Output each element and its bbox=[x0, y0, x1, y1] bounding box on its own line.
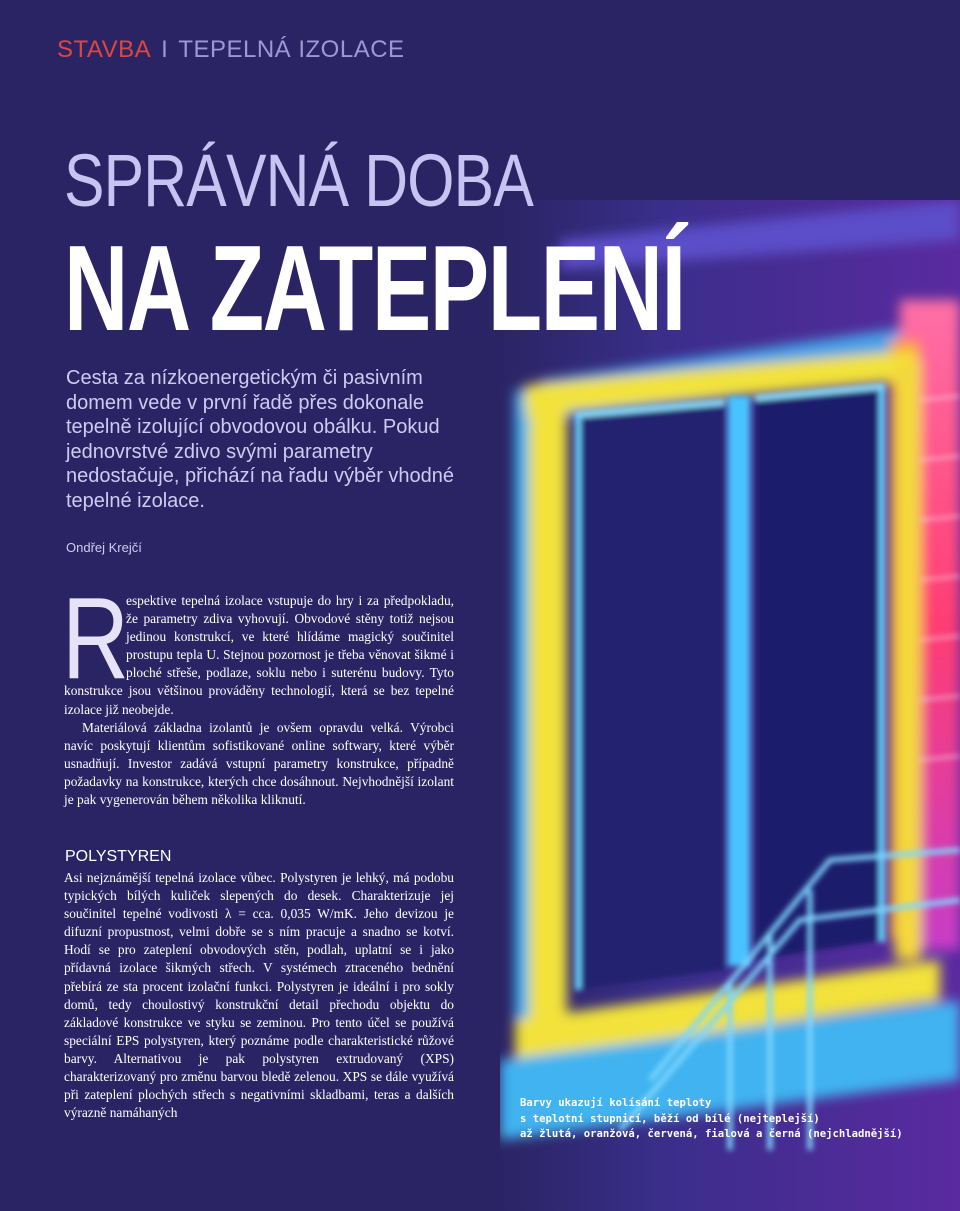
caption-line-1: Barvy ukazují kolísání teploty bbox=[520, 1097, 712, 1109]
polystyren-body bbox=[64, 869, 454, 1122]
caption-line-3: až žlutá, oranžová, červená, fialová a černá (nejchladnější) bbox=[520, 1128, 903, 1140]
body-paragraph-1: espektive tepelná izolace vstupuje do hry i za předpokladu, že parametry zdiva vyhovují. Obvodové stěny totiž nejsou jedinou konstrukcí, ve které hlídáme magický součinitel prostupu tepla U. Stejnou pozornost je třeba věnovat šikmé i ploché střeše, podlaze, soklu nebo i suterénu budovy. Tyto konstrukce jsou většinou prováděny technologií, která se bez tepelné izolace již neobejde. bbox=[64, 593, 454, 717]
lead-paragraph: Cesta za nízkoenergetickým či pasivním domem vede v první řadě přes dokonale tepelně izolující obvodovou obálku. Pokud jednovrstvé zdivo svými parametry nedostačuje, přichází na řadu výběr vhodné tepelné izolace. bbox=[66, 367, 455, 512]
headline-line-2: NA ZATEPLENÍ bbox=[64, 220, 685, 356]
section-heading-polystyren: POLYSTYREN bbox=[65, 848, 172, 865]
polystyren-paragraph: Asi nejznámější tepelná izolace vůbec. Polystyren je lehký, má podobu typických bílých kuliček slepených do desek. Charakterizuje jej součinitel tepelné vodivosti λ = cca. 0,035 W/mK. Jeho devizou je difuzní propustnost, velmi dobře se s ním pracuje a snadno se kotví. Hodí se pro zateplení obvodových stěn, podlah, uplatní se i jako přídavná izolace šikmých střech. V systémech ztraceného bednění přebírá ze sta procent izolační funkci. Polystyren je ideální i pro sokly domů, tedy choulostivý konstrukční detail přechodu objektu do základové konstrukce ve styku se zeminou. Pro tento účel se používá speciální EPS polystyren, který poznáme podle charakteristické růžové barvy. Alternativou je pak polystyren extrudovaný (XPS) charakterizovaný pro změnu barvou bledě zelenou. XPS se dále využívá při zateplení plochých střech s negativními skladbami, teras a dalších výrazně namáhaných bbox=[64, 870, 454, 1121]
body-paragraph-2: Materiálová základna izolantů je ovšem opravdu velká. Výrobci navíc poskytují klientům sofistikované online softwary, které výběr usnadňují. Investor zadává vstupní parametry konstrukce, případně požadavky na konstrukce, kterých chce dosáhnout. Nejvhodnější izolant je pak vygenerován během několika kliknutí. bbox=[64, 719, 454, 808]
section-header bbox=[57, 36, 405, 64]
image-caption bbox=[520, 1096, 920, 1143]
section-label: STAVBA bbox=[57, 36, 152, 63]
drop-cap: R bbox=[62, 573, 130, 703]
author-byline: Ondřej Krejčí bbox=[66, 540, 142, 555]
caption-line-2: s teplotní stupnicí, běží od bílé (nejteplejší) bbox=[520, 1112, 820, 1125]
article-body bbox=[62, 573, 454, 809]
header-separator: I bbox=[161, 36, 169, 63]
topic-label: TEPELNÁ IZOLACE bbox=[178, 36, 405, 63]
headline-line-1: SPRÁVNÁ DOBA bbox=[64, 139, 534, 222]
